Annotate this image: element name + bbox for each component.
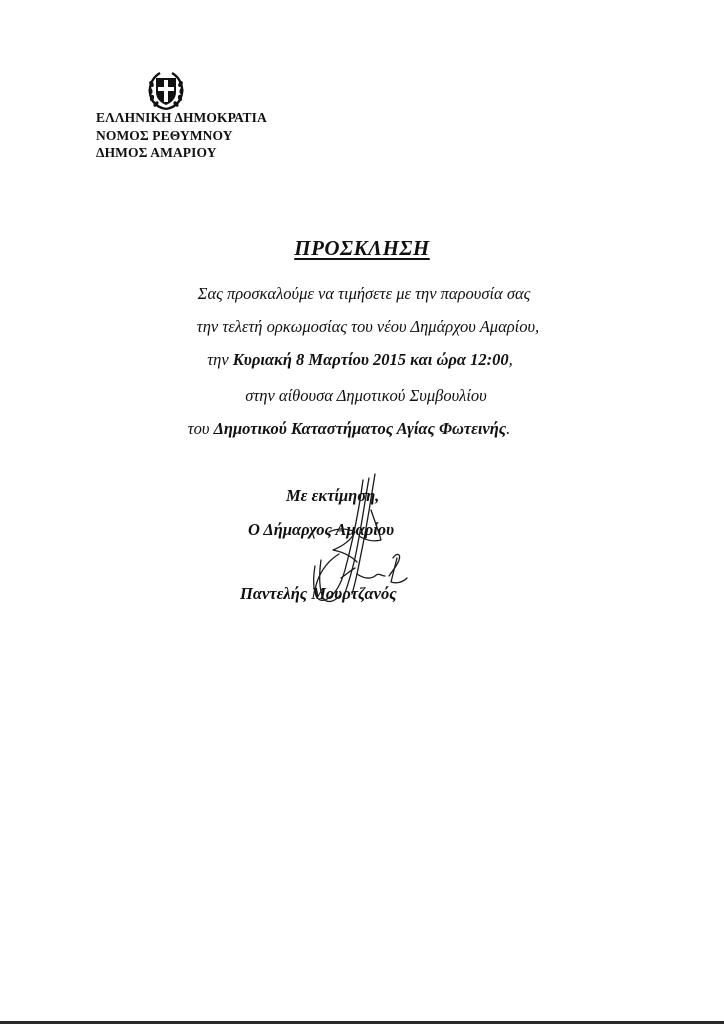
document-title: ΠΡΟΣΚΛΗΣΗ [294,236,430,260]
body-line-3 [0,350,722,370]
event-datetime: Κυριακή 8 Μαρτίου 2015 και ώρα 12:00 [232,350,509,369]
body-line-3-suffix: , [508,350,513,369]
handwritten-signature [285,470,425,620]
body-line-5-suffix: . [506,419,511,438]
body-line-2: την τελετή ορκωμοσίας του νέου Δημάρχου Αμαρίου, [196,317,540,336]
body-line-1: Σας προσκαλούμε να τιμήσετε με την παρουσία σας [197,284,531,303]
greek-coat-of-arms-icon [146,70,186,112]
body-line-5 [0,419,711,439]
header-municipality: ΔΗΜΟΣ ΑΜΑΡΙΟΥ [96,145,217,160]
body-line-3-prefix: την [207,350,233,369]
body-line-4: στην αίθουσα Δημοτικού Συμβουλίου [245,386,487,405]
signatory-name: Παντελής Μουρτζανός [240,584,397,603]
closing-regards: Με εκτίμηση, [286,486,380,505]
header-country: ΕΛΛΗΝΙΚΗ ΔΗΜΟΚΡΑΤΙΑ [96,110,267,125]
issuer-header [96,109,267,162]
event-venue: Δημοτικού Καταστήματος Αγίας Φωτεινής [213,419,507,438]
body-line-5-prefix: του [187,419,214,438]
signatory-role: Ο Δήμαρχος Αμαρίου [248,520,395,539]
header-prefecture: ΝΟΜΟΣ ΡΕΘΥΜΝΟΥ [96,127,233,143]
